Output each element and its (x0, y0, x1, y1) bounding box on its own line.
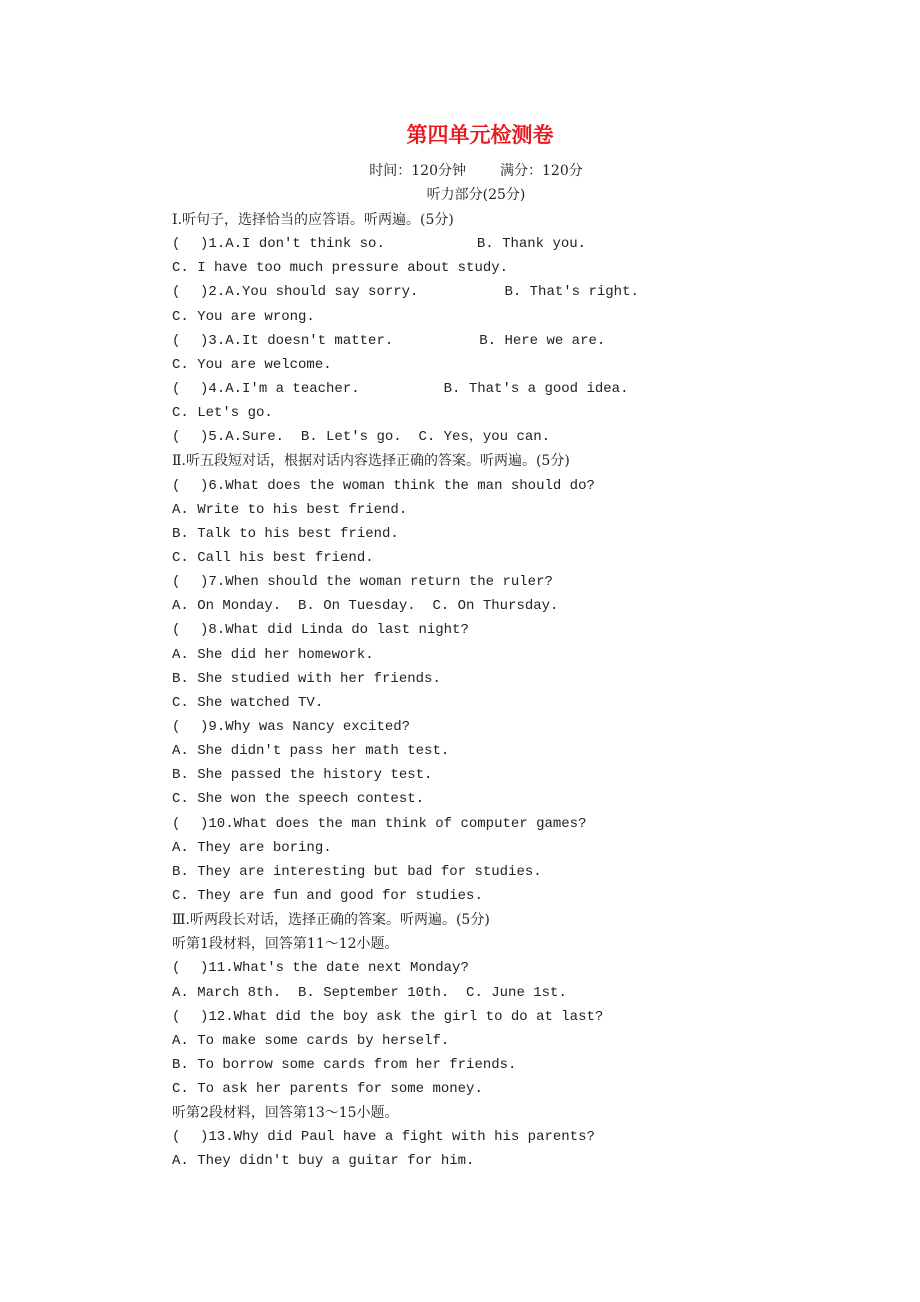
question-4: ( )4.A.I'm a teacher. B. That's a good idea. (172, 377, 732, 401)
question-3-option-c: C. You are welcome. (172, 356, 332, 373)
answer-blank[interactable]: ( (172, 815, 181, 832)
option: A. They are boring. (172, 839, 332, 856)
question-2-option-c: C. You are wrong. (172, 308, 315, 325)
option: A. On Monday. B. On Tuesday. C. On Thursday. (172, 598, 559, 615)
option: A. March 8th. B. September 10th. C. June 1st. (172, 984, 567, 1001)
full-score: 满分：120分 (500, 163, 583, 179)
question-5: ( )5.A.Sure. B. Let's go. C. Yes，you can. (172, 425, 732, 449)
question-9: ( )9.Why was Nancy excited? (172, 715, 732, 739)
answer-blank[interactable]: ( (172, 380, 181, 397)
section-heading: Ⅰ.听句子，选择恰当的应答语。听两遍。(5分) (172, 212, 454, 228)
option: C. She won the speech contest. (172, 791, 425, 808)
option: A. She didn't pass her math test. (172, 743, 450, 760)
question-7: ( )7.When should the woman return the ruler? (172, 570, 732, 594)
answer-blank[interactable]: ( (172, 1008, 181, 1025)
answer-blank[interactable]: ( (172, 429, 181, 446)
option: A. They didn't buy a guitar for him. (172, 1153, 475, 1170)
answer-blank[interactable]: ( (172, 1129, 181, 1146)
answer-blank[interactable]: ( (172, 332, 181, 349)
question-4-option-c: C. Let's go. (172, 405, 273, 422)
answer-blank[interactable]: ( (172, 284, 181, 301)
section-heading: Ⅲ.听两段长对话，选择正确的答案。听两遍。(5分) (172, 912, 490, 929)
option: C. She watched TV. (172, 694, 324, 711)
option: A. To make some cards by herself. (172, 1032, 450, 1049)
question-1-option-c: C. I have too much pressure about study. (172, 260, 509, 277)
subsection-heading: 听第2段材料，回答第13～15小题。 (172, 1105, 399, 1122)
answer-blank[interactable]: ( (172, 477, 181, 494)
option: C. To ask her parents for some money. (172, 1081, 483, 1098)
question-1: ( )1.A.I don't think so. B. Thank you. (172, 232, 732, 256)
question-3: ( )3.A.It doesn't matter. B. Here we are. (172, 329, 732, 353)
option: C. Call his best friend. (172, 549, 374, 566)
answer-blank[interactable]: ( (172, 236, 181, 253)
option: A. She did her homework. (172, 646, 374, 663)
option: C. They are fun and good for studies. (172, 887, 483, 904)
option: B. They are interesting but bad for studies. (172, 863, 542, 880)
answer-blank[interactable]: ( (172, 960, 181, 977)
subsection-heading: 听第1段材料，回答第11～12小题。 (172, 936, 399, 953)
question-8: ( )8.What did Linda do last night? (172, 618, 732, 642)
question-12: ( )12.What did the boy ask the girl to do at last? (172, 1005, 732, 1029)
question-6: ( )6.What does the woman think the man should do? (172, 474, 732, 498)
answer-blank[interactable]: ( (172, 574, 181, 591)
section-title: 听力部分(25分) (426, 187, 526, 203)
question-list (172, 208, 732, 1174)
option: B. She studied with her friends. (172, 670, 441, 687)
option: A. Write to his best friend. (172, 501, 408, 518)
section-heading: Ⅱ.听五段短对话，根据对话内容选择正确的答案。听两遍。(5分) (172, 453, 570, 470)
question-10: ( )10.What does the man think of computer games? (172, 812, 732, 836)
time-limit: 时间：120分钟 (369, 163, 466, 179)
answer-blank[interactable]: ( (172, 622, 181, 639)
answer-blank[interactable]: ( (172, 718, 181, 735)
question-11: ( )11.What's the date next Monday? (172, 956, 732, 980)
question-2: ( )2.A.You should say sorry. B. That's right. (172, 280, 732, 304)
question-13: ( )13.Why did Paul have a fight with his parents? (172, 1125, 732, 1149)
option: B. She passed the history test. (172, 767, 433, 784)
exam-meta (0, 161, 920, 181)
option: B. To borrow some cards from her friends. (172, 1056, 517, 1073)
option: B. Talk to his best friend. (172, 525, 399, 542)
page-title: 第四单元检测卷 (406, 122, 554, 147)
